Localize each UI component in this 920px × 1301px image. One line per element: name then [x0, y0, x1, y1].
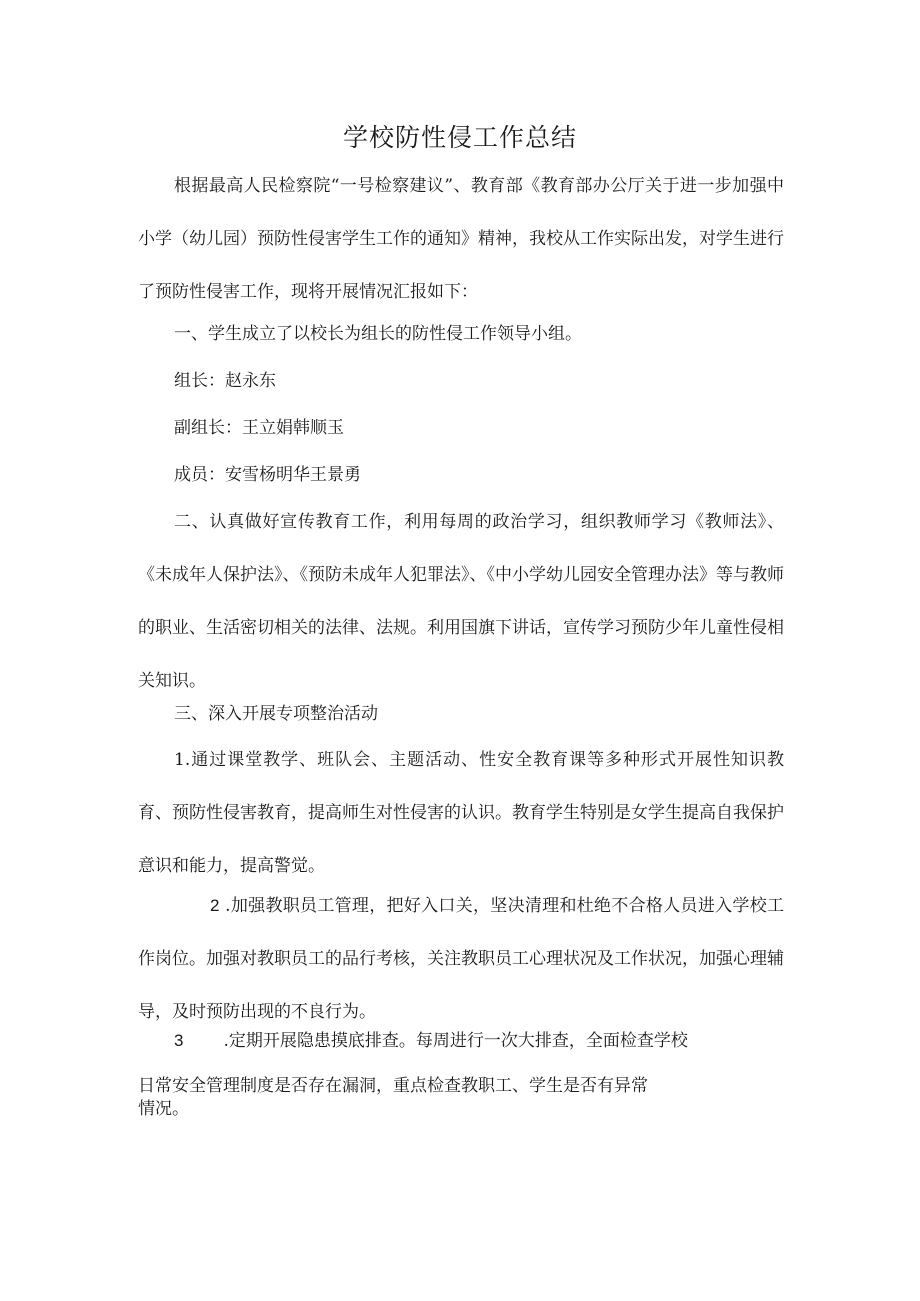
item2-text: .加强教职员工管理，把好入口关，坚决清理和杜绝不合格人员进入学校工作岗位。加强对教职员工的品行考核，关注教职员工心理状况及工作状况，加强心理辅导，及时预防出现的不良行为。 [138, 896, 784, 1022]
item3-continued-line: 日常安全管理制度是否存在漏洞，重点检查教职工、学生是否有异常 [138, 1076, 648, 1096]
section3-heading: 三、深入开展专项整治活动 [174, 704, 378, 724]
item3-first-line [174, 1026, 688, 1056]
leader-line: 组长：赵永东 [174, 371, 276, 391]
item3-text: .定期开展隐患摸底排查。每周进行一次大排查，全面检查学校 [223, 1031, 688, 1051]
item1-paragraph: 1.通过课堂教学、班队会、主题活动、性安全教育课等多种形式开展性知识教育、预防性侵害教育，提高师生对性侵害的认识。教育学生特别是女学生提高自我保护意识和能力，提高警觉。 [138, 750, 784, 876]
members-line: 成员：安雪杨明华王景勇 [174, 465, 361, 485]
deputy-leaders-line: 副组长：王立娟韩顺玉 [174, 418, 344, 438]
section1-heading: 一、学生成立了以校长为组长的防性侵工作领导小组。 [174, 324, 582, 344]
item2-paragraph [138, 879, 784, 1039]
item2-number: 2 [210, 896, 220, 915]
section2-paragraph: 二、认真做好宣传教育工作，利用每周的政治学习，组织教师学习《教师法》、《未成年人保护法》、《预防未成年人犯罪法》、《中小学幼儿园安全管理办法》等与教师的职业、生活密切相关的法律、法规。利用国旗下讲话，宣传学习预防少年儿童性侵相关知识。 [138, 512, 784, 691]
item3-number: 3 [174, 1031, 184, 1050]
item3-end-line: 情况。 [138, 1099, 189, 1119]
document-title: 学校防性侵工作总结 [342, 123, 577, 152]
intro-paragraph: 根据最高人民检察院“一号检察建议”、教育部《教育部办公厅关于进一步加强中小学（幼儿园）预防性侵害学生工作的通知》精神，我校从工作实际出发，对学生进行了预防性侵害工作，现将开展情况汇报如下： [138, 176, 784, 302]
